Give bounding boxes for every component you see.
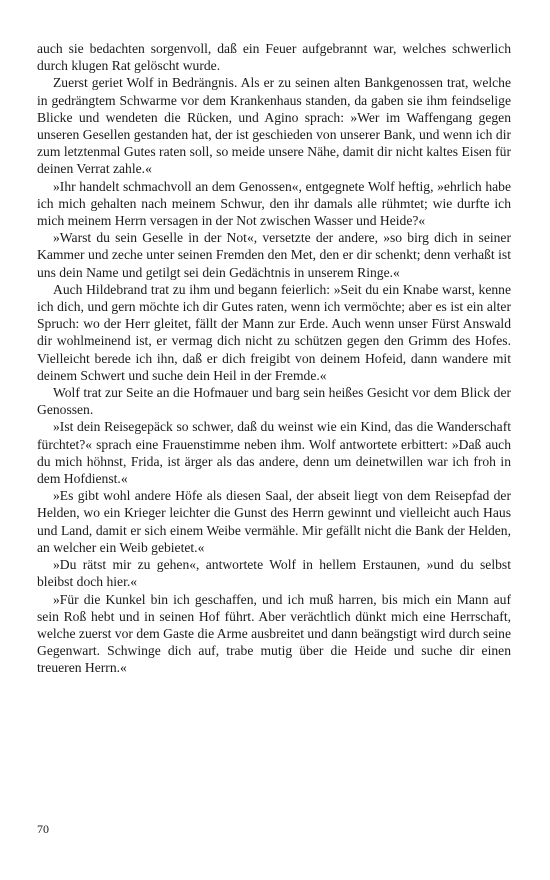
paragraph: »Es gibt wohl andere Höfe als diesen Saal, der abseit liegt von dem Reisepfad der Helden, wo ein Krieger leichter die Gunst des Herrn gewinnt und vielleicht auch Haus und Land, damit er sich einem Weibe vermähle. Mir gefällt nicht die Bank der Helden, an welcher ein Weib gebietet.« xyxy=(37,488,511,555)
paragraph: auch sie bedachten sorgenvoll, daß ein Feuer aufgebrannt war, welches schwerlich durch klugen Rat gelöscht wurde. xyxy=(37,41,511,74)
paragraph: »Du rätst mir zu gehen«, antwortete Wolf in hellem Erstaunen, »und du selbst bleibst doch hier.« xyxy=(37,557,511,590)
paragraph: »Warst du sein Geselle in der Not«, versetzte der andere, »so birg dich in seiner Kammer und zeche unter seinen Fremden den Met, den er dir schenkt; denn verhaßt ist uns dein Name und getilgt sei dein Gedächtnis in unserem Ringe.« xyxy=(37,230,511,280)
paragraph: Zuerst geriet Wolf in Bedrängnis. Als er zu seinen alten Bankgenossen trat, welche in gedrängtem Schwarme vor dem Krankenhaus standen, da gaben sie ihm feindselige Blicke und wendeten die Rücken, und Agino sprach: »Wer im Waffengang gegen unseren Gesellen gestanden hat, der ist geschieden von unserer Bank, und wenn ich dir zum letztenmal Gutes raten soll, so meide unsere Nähe, damit dir nicht kaltes Eisen für deinen Verrat zahle.« xyxy=(37,75,511,177)
paragraph: »Für die Kunkel bin ich geschaffen, und ich muß harren, bis mich ein Mann auf sein Roß hebt und in seinen Hof führt. Aber verächtlich dünkt mich eine Herrschaft, welche zuerst vor dem Gaste die Arme ausbreitet und dann beängstigt wird durch seine Gegenwart. Schwinge dich auf, trabe mutig über die Heide und suche dir einen treueren Herrn.« xyxy=(37,591,511,676)
page-body xyxy=(37,40,511,677)
paragraph: »Ihr handelt schmachvoll an dem Genossen«, entgegnete Wolf heftig, »ehrlich habe ich mich gehalten nach meinem Schwur, den ihr damals alle rühmtet; wie durfte ich mich meinem Herrn versagen in der Not zwischen Wasser und Heide?« xyxy=(37,178,511,229)
paragraph: Auch Hildebrand trat zu ihm und begann feierlich: »Seit du ein Knabe warst, kenne ich dich, und gern möchte ich dir Gutes raten, wenn ich vermöchte; aber es ist ein alter Spruch: wo der Herr gleitet, fällt der Mann zur Erde. Auch wenn unser Fürst Answald dir wohlmeinend ist, er vermag dich nicht zu schützen gegen den Grimm des Hofes. Vielleicht berede ich ihn, daß er dich freigibt von deinem Hofeid, dann wandere mit deinem Schwert und suche dein Heil in der Fremde.« xyxy=(37,281,511,383)
page-number: 70 xyxy=(37,822,49,836)
paragraph: »Ist dein Reisegepäck so schwer, daß du weinst wie ein Kind, das die Wanderschaft fürchtet?« sprach eine Frauenstimme neben ihm. Wolf antwortete erbittert: »Daß auch du mich höhnst, Frida, ist ärger als das andere, denn um deinetwillen war ich froh in dem Hofdienst.« xyxy=(37,419,511,487)
paragraph: Wolf trat zur Seite an die Hofmauer und barg sein heißes Gesicht vor dem Blick der Genossen. xyxy=(37,385,511,418)
